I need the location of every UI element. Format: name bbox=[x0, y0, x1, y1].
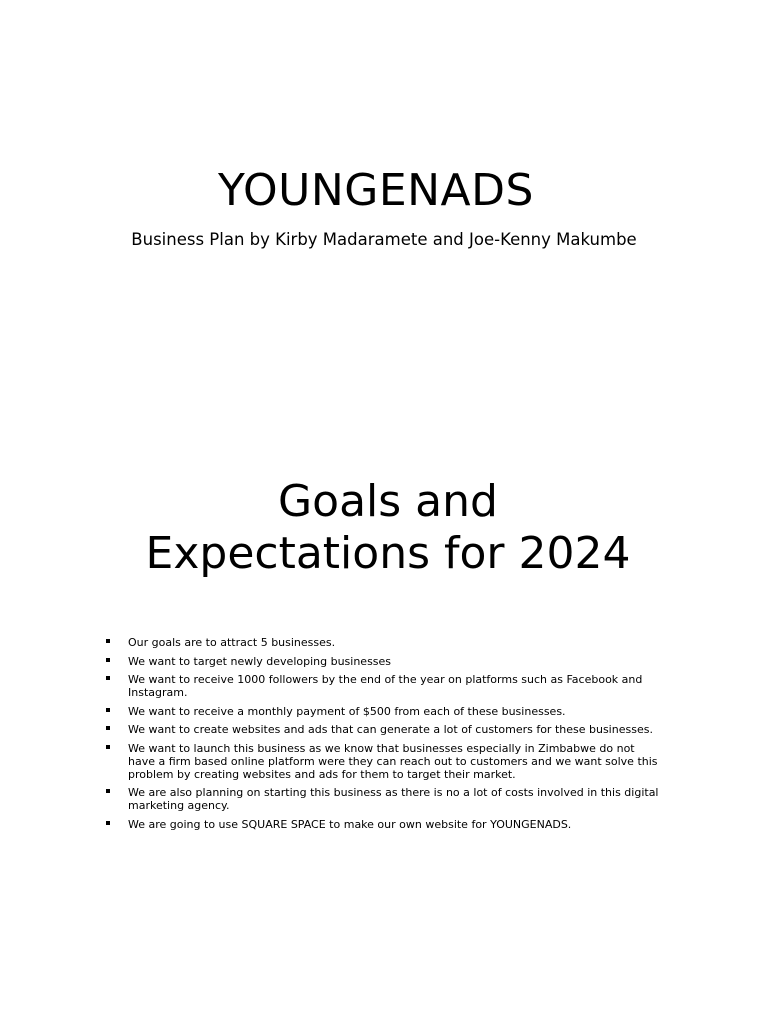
goals-list bbox=[104, 636, 664, 836]
document-title: YOUNGENADS bbox=[218, 165, 534, 216]
goal-text: We want to receive a monthly payment of $500 from each of these businesses. bbox=[128, 704, 566, 718]
bullet-square-icon bbox=[106, 821, 110, 825]
bullet-square-icon bbox=[106, 639, 110, 643]
goals-section-heading bbox=[0, 476, 768, 580]
goal-text: We are going to use SQUARE SPACE to make our own website for YOUNGENADS. bbox=[128, 817, 572, 831]
section-heading-line-2: Expectations for 2024 bbox=[145, 528, 631, 579]
goal-item bbox=[104, 742, 664, 781]
goal-text: We want to create websites and ads that can generate a lot of customers for these businesses. bbox=[128, 723, 653, 736]
goal-text: We want to receive 1000 followers by the end of the year on platforms such as Facebook and Instagram. bbox=[128, 673, 643, 699]
goal-item bbox=[104, 723, 664, 736]
bullet-square-icon bbox=[106, 658, 110, 662]
goal-text: Our goals are to attract 5 businesses. bbox=[128, 636, 336, 649]
goal-text: We want to launch this business as we know that businesses especially in Zimbabwe do not have a firm based online platform were they can reach out to customers and we want solve this problem by creating websites and ads for them to target their market. bbox=[128, 741, 658, 781]
bullet-square-icon bbox=[106, 708, 110, 712]
bullet-square-icon bbox=[106, 676, 110, 680]
section-heading-line-1: Goals and bbox=[278, 476, 498, 527]
goal-item bbox=[104, 786, 664, 812]
goal-text: We want to target newly developing businesses bbox=[128, 654, 392, 668]
goal-text: We are also planning on starting this business as there is no a lot of costs involved in this digital marketing agency. bbox=[128, 786, 659, 812]
goal-item bbox=[104, 636, 664, 649]
goal-item bbox=[104, 673, 664, 699]
goal-item bbox=[104, 818, 664, 831]
bullet-square-icon bbox=[106, 789, 110, 793]
document-subtitle: Business Plan by Kirby Madaramete and Joe-Kenny Makumbe bbox=[131, 230, 637, 249]
goal-item bbox=[104, 705, 664, 718]
goal-item bbox=[104, 655, 664, 668]
bullet-square-icon bbox=[106, 726, 110, 730]
bullet-square-icon bbox=[106, 745, 110, 749]
